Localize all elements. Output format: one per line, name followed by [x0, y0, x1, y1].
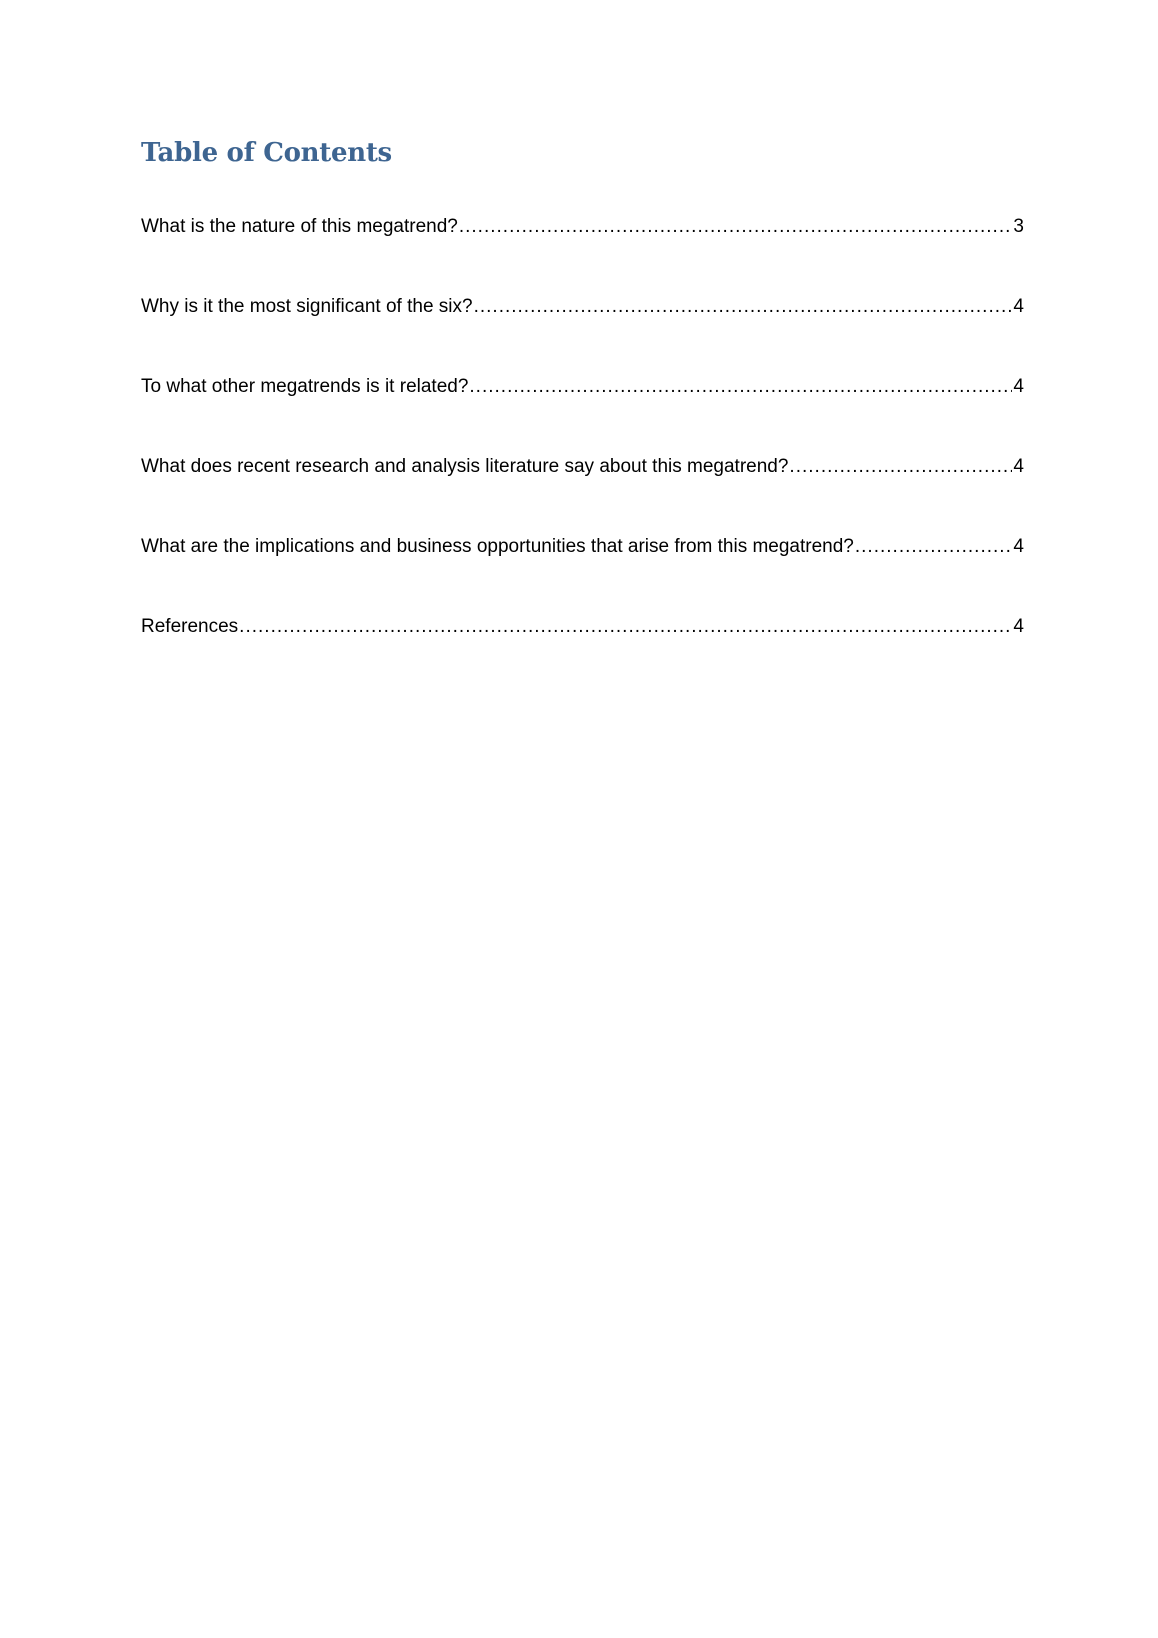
toc-heading: Table of Contents — [141, 138, 392, 168]
toc-entry-significance[interactable] — [141, 296, 1024, 324]
toc-entry-text: What does recent research and analysis literature say about this megatrend? — [141, 456, 789, 477]
toc-dot-leader — [789, 456, 1012, 478]
toc-page-number: 4 — [1013, 456, 1024, 477]
toc-entry-text: What are the implications and business opportunities that arise from this megatrend? — [141, 536, 854, 557]
toc-page-number: 4 — [1013, 616, 1024, 637]
toc-page-number: 4 — [1013, 536, 1024, 557]
toc-dot-leader — [469, 376, 1012, 398]
toc-dot-leader — [474, 296, 1013, 318]
toc-entry-text: References — [141, 616, 239, 637]
toc-dot-leader — [459, 216, 1013, 238]
toc-entry-nature[interactable] — [141, 216, 1024, 244]
toc-entry-implications[interactable] — [141, 536, 1024, 564]
toc-entry-text: Why is it the most significant of the six? — [141, 296, 473, 317]
toc-page-number: 4 — [1013, 296, 1024, 317]
toc-dot-leader — [855, 536, 1013, 558]
toc-entry-references[interactable] — [141, 616, 1024, 644]
toc-page-number: 3 — [1013, 216, 1024, 237]
toc-page-number: 4 — [1013, 376, 1024, 397]
toc-entry-literature[interactable] — [141, 456, 1024, 484]
toc-entry-text: To what other megatrends is it related? — [141, 376, 469, 397]
toc-entry-related-megatrends[interactable] — [141, 376, 1024, 404]
toc-entry-text: What is the nature of this megatrend? — [141, 216, 458, 237]
toc-dot-leader — [239, 616, 1012, 638]
